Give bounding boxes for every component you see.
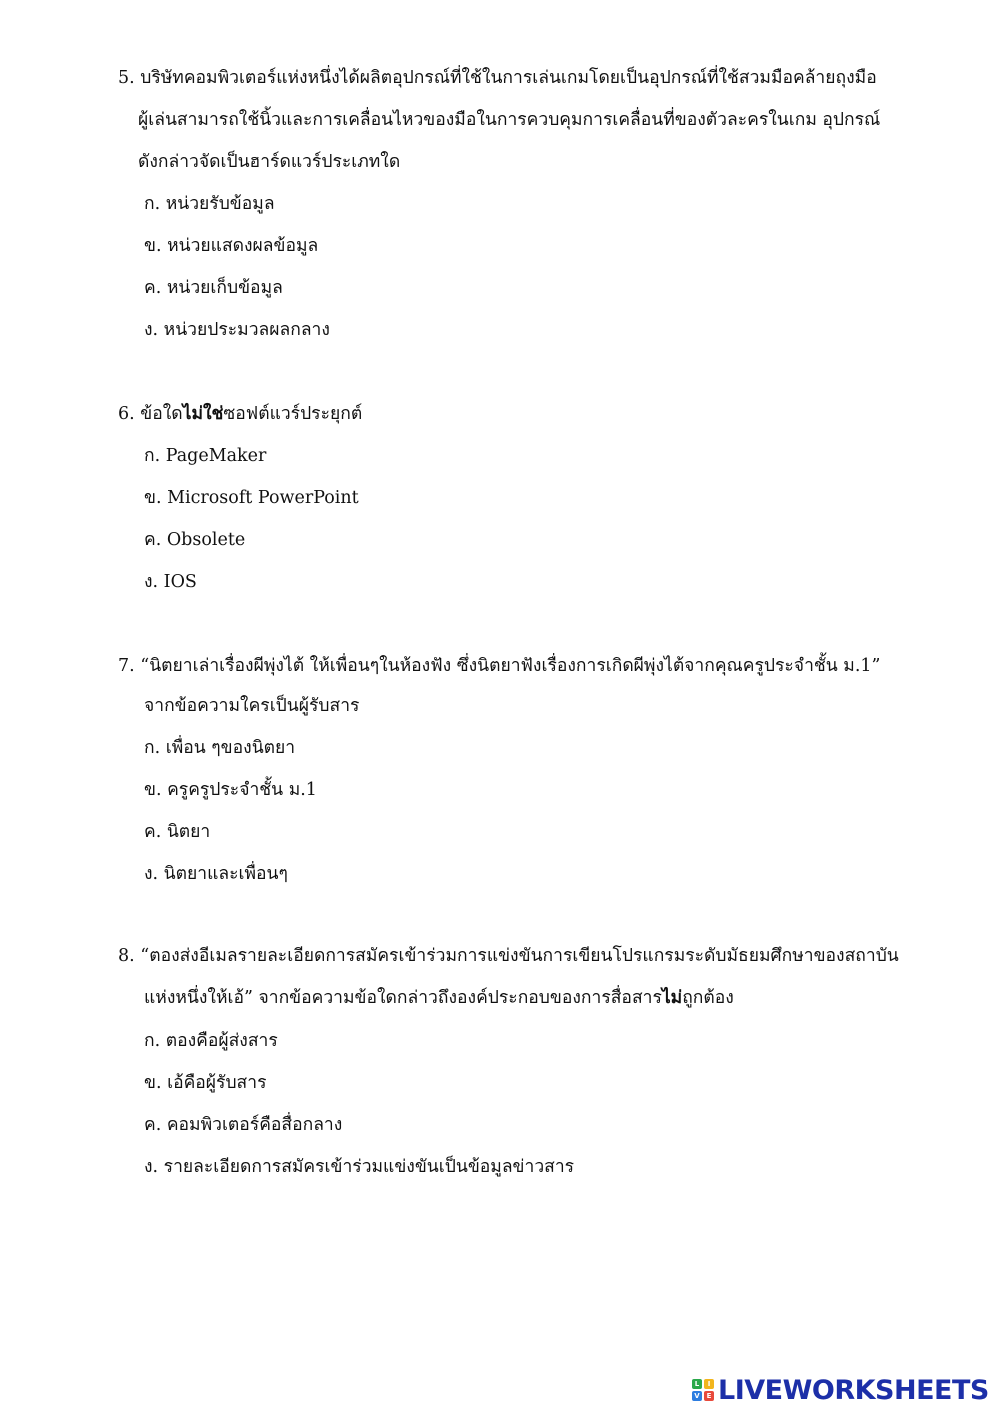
question-8-option-b[interactable]: ข. เอ้คือผู้รับสาร [144, 1073, 267, 1093]
question-6-stem [118, 402, 362, 426]
question-7-line-2: จากข้อความใครเป็นผู้รับสาร [144, 696, 360, 716]
question-7-option-d[interactable]: ง. นิตยาและเพื่อนๆ [144, 864, 288, 884]
question-8-option-c[interactable]: ค. คอมพิวเตอร์คือสื่อกลาง [144, 1115, 343, 1135]
question-8-line-2-emphasis: ไม่ [661, 988, 683, 1008]
question-5-line-3: ดังกล่าวจัดเป็นฮาร์ดแวร์ประเภทใด [138, 152, 401, 172]
question-8-option-a[interactable]: ก. ตองคือผู้ส่งสาร [144, 1031, 278, 1051]
question-5-line-1: 5. บริษัทคอมพิวเตอร์แห่งหนึ่งได้ผลิตอุปกรณ์ที่ใช้ในการเล่นเกมโดยเป็นอุปกรณ์ที่ใช้สวมมือคล้ายถุงมือ [118, 68, 877, 88]
question-8-option-d[interactable]: ง. รายละเอียดการสมัครเข้าร่วมแข่งขันเป็นข้อมูลข่าวสาร [144, 1157, 575, 1177]
question-7-line-1: 7. “นิตยาเล่าเรื่องผีพุ่งไต้ ให้เพื่อนๆในห้องฟัง ซึ่งนิตยาฟังเรื่องการเกิดผีพุ่งไต้จากคุณครูประจำชั้น ม.1” [118, 656, 881, 676]
question-5-option-a[interactable]: ก. หน่วยรับข้อมูล [144, 194, 275, 214]
question-8-line-2-post: ถูกต้อง [682, 988, 734, 1008]
question-6-stem-pre: 6. ข้อใด [118, 404, 183, 424]
logo-tile: V [692, 1391, 702, 1401]
question-6-option-d[interactable]: ง. IOS [144, 572, 197, 592]
question-6-stem-emphasis: ไม่ใช่ [182, 404, 224, 424]
question-5-line-2: ผู้เล่นสามารถใช้นิ้วและการเคลื่อนไหวของมือในการควบคุมการเคลื่อนที่ของตัวละครในเกม อุปกรณ์ [138, 110, 881, 130]
question-8-line-1: 8. “ตองส่งอีเมลรายละเอียดการสมัครเข้าร่วมการแข่งขันการเขียนโปรแกรมระดับมัธยมศึกษาของสถาบัน [118, 946, 899, 966]
logo-tile: I [704, 1379, 714, 1389]
question-6-option-b[interactable]: ข. Microsoft PowerPoint [144, 488, 359, 508]
question-8-line-2-pre: แห่งหนึ่งให้เอ้” จากข้อความข้อใดกล่าวถึงองค์ประกอบของการสื่อสาร [144, 988, 662, 1008]
question-5-option-c[interactable]: ค. หน่วยเก็บข้อมูล [144, 278, 283, 298]
liveworksheets-logo-icon [692, 1379, 714, 1401]
question-6-option-a[interactable]: ก. PageMaker [144, 446, 267, 466]
question-7-option-a[interactable]: ก. เพื่อน ๆของนิตยา [144, 738, 296, 758]
question-5-option-b[interactable]: ข. หน่วยแสดงผลข้อมูล [144, 236, 319, 256]
liveworksheets-logo-text: LIVEWORKSHEETS [718, 1374, 989, 1406]
question-8-line-2 [144, 986, 734, 1010]
logo-tile: L [692, 1379, 702, 1389]
question-6-option-c[interactable]: ค. Obsolete [144, 530, 246, 550]
liveworksheets-logo [692, 1375, 989, 1405]
question-7-option-b[interactable]: ข. ครูครูประจำชั้น ม.1 [144, 780, 317, 800]
question-5-option-d[interactable]: ง. หน่วยประมวลผลกลาง [144, 320, 330, 340]
question-6-stem-post: ซอฟต์แวร์ประยุกต์ [223, 404, 363, 424]
logo-tile: E [704, 1391, 714, 1401]
question-7-option-c[interactable]: ค. นิตยา [144, 822, 211, 842]
